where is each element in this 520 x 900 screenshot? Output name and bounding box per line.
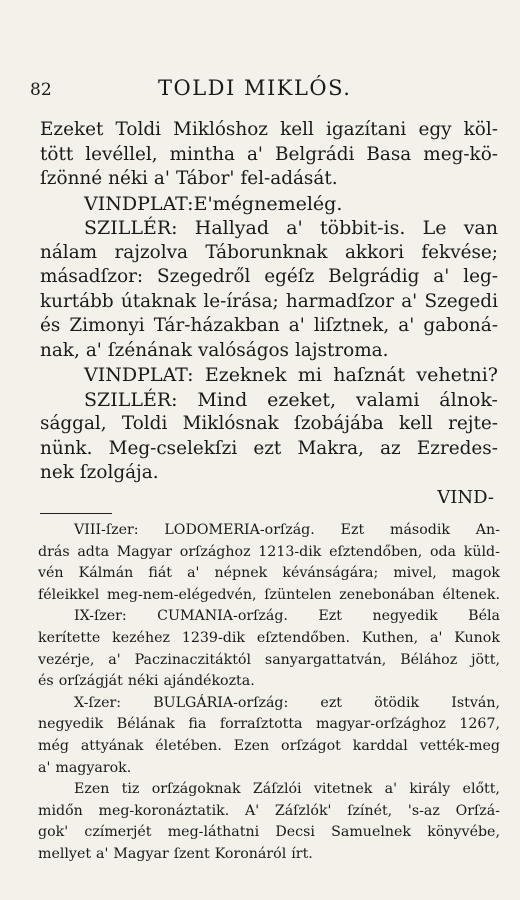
footnote-line: a' magyarok. xyxy=(38,759,132,776)
footnote-line: vezérje, a' Paczinaczitáktól sanyargattatván, Bélához jött, xyxy=(38,651,500,668)
main-text-line: tött levéllel, mintha a' Belgrádi Basa meg-kö- xyxy=(40,143,498,165)
main-text-line: VINDPLAT: Ezeknek mi haſznát vehetni? xyxy=(84,364,498,386)
catchword: VIND- xyxy=(437,486,494,508)
footnote-line: VIII-ſzer: LODOMERIA-orſzág. Ezt második An- xyxy=(74,522,500,538)
main-text-line: SZILLÉR: Mind ezeket, valami álnok- xyxy=(84,388,498,411)
footnote-line: vén Kálmán fiát a' népnek kévánságára; mivel, magok xyxy=(38,565,500,582)
footnote-line: drás adta Magyar orſzághoz 1213-dik eſztendőben, oda küld- xyxy=(38,543,500,560)
main-text-line: és Zimonyi Tár-házakban a' liſztnek, a' gaboná- xyxy=(40,315,498,336)
footnote-line: X-ſzer: BULGÁRIA-orſzág: ezt ötödik István, xyxy=(74,694,500,711)
main-text-line: SZILLÉR: Hallyad a' többit-is. Le van xyxy=(84,217,498,239)
footnote-line: még attyának életében. Ezen orſzágot karddal vették-meg xyxy=(38,737,500,754)
main-text-line: Ezeket Toldi Miklóshoz kell igazítani egy köl- xyxy=(40,119,498,140)
main-text-line: nak, a' ſzénának valóságos lajstroma. xyxy=(40,339,389,361)
page-header xyxy=(30,74,490,104)
main-text-line: nálam rajzolva Táborunknak akkori fekvése; xyxy=(40,241,498,263)
main-text-line: nek ſzolgája. xyxy=(40,462,159,483)
main-text xyxy=(40,118,498,510)
footnotes xyxy=(38,520,500,866)
footnote-line: Ezen tiz orſzágoknak Záſzlói vitetnek a' király előtt, xyxy=(74,781,500,798)
footnote-line: mellyet a' Magyar ſzent Koronáról írt. xyxy=(38,845,313,862)
main-text-line: ſzönné néki a' Tábor' fel-adását. xyxy=(40,168,338,189)
main-text-line: VINDPLAT: E' még nem elég. xyxy=(84,192,343,215)
footnote-line: és orſzágját néki ajándékozta. xyxy=(38,673,255,690)
catchword-row xyxy=(40,486,498,510)
page-number: 82 xyxy=(30,80,52,100)
main-text-line: nünk. Meg-cselekſzi ezt Makra, az Ezredes- xyxy=(40,437,498,459)
running-title: TOLDI MIKLÓS. xyxy=(158,76,352,100)
footnote-line: negyedik Bélának fia forraſztotta magyar-orſzághoz 1267, xyxy=(38,716,500,733)
main-text-line: másadſzor: Szegedről egéſz Belgrádig a' leg- xyxy=(40,266,498,287)
footnote-line: féleikkel meg-nem-elégedvén, ſzüntelen zenebonában éltenek. xyxy=(38,586,500,603)
footnote-line: IX-ſzer: CUMANIA-orſzág. Ezt negyedik Béla xyxy=(74,608,500,625)
footnote-line: gok' czímerjét meg-láthatni Decsi Samuelnek könyvébe, xyxy=(38,824,500,841)
footnote-line: midőn meg-koronáztatik. A' Záſzlók' ſzínét, 's-az Orſzá- xyxy=(38,802,500,819)
footnote-rule xyxy=(40,513,112,514)
main-text-line: kurtább útaknak le-írása; harmadſzor a' Szegedi xyxy=(40,290,498,312)
footnote-line: kerítette kezéhez 1239-dik eſztendőben. Kuthen, a' Kunok xyxy=(38,629,500,646)
main-text-line: sággal, Toldi Miklósnak ſzobájába kell rejte- xyxy=(40,413,498,434)
